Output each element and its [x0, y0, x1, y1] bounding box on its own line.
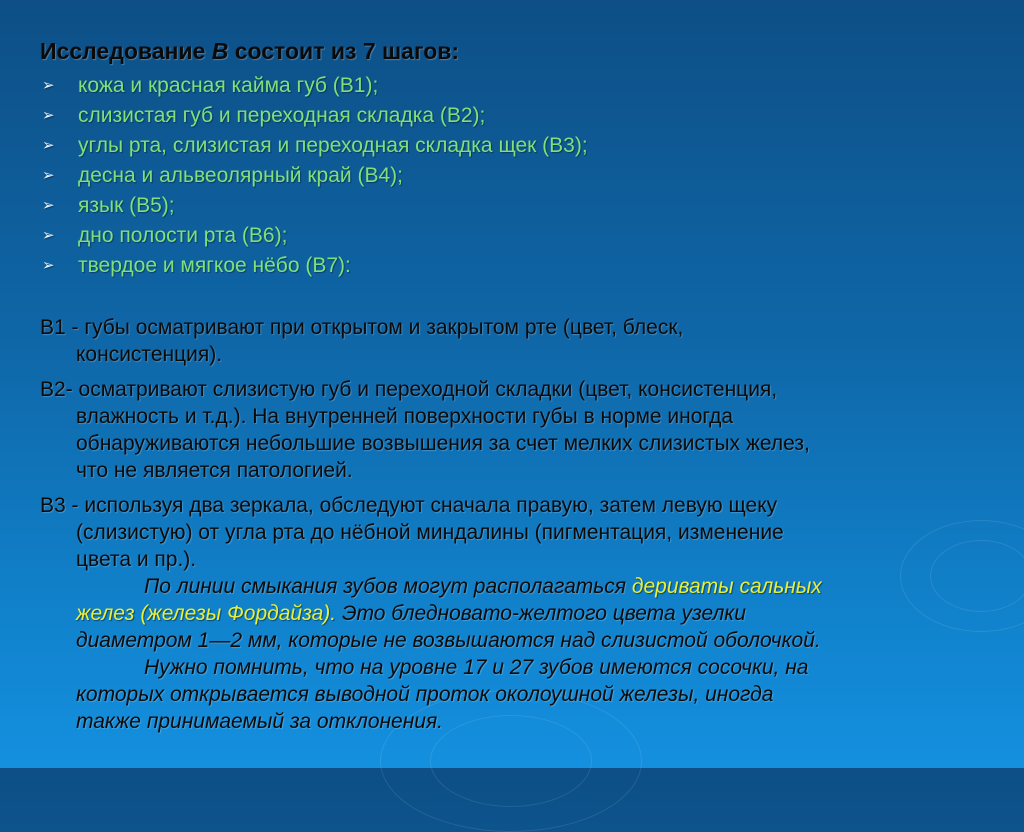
paragraph-line: цвета и пр.).: [76, 548, 197, 571]
paragraph-b2: [40, 376, 1000, 484]
steps-list: [40, 71, 1000, 281]
arrowhead-bullet-icon: ➢: [42, 77, 55, 94]
slide-heading: [40, 38, 1000, 65]
list-item: [40, 251, 1000, 281]
heading-prefix: Исследование: [40, 38, 212, 64]
step-label: твердое и мягкое нёбо (В7):: [78, 254, 351, 277]
note-text: Это бледновато-желтого цвета узелки: [336, 602, 746, 625]
arrowhead-bullet-icon: ➢: [42, 197, 55, 214]
paragraph-line: консистенция).: [76, 343, 223, 366]
paragraph-b1: [40, 314, 1000, 368]
step-label: кожа и красная кайма губ (В1);: [78, 74, 379, 97]
note-text: также принимаемый за отклонения.: [76, 710, 444, 733]
list-item: [40, 131, 1000, 161]
highlight-term: желез (железы Фордайза).: [76, 602, 337, 625]
step-label: язык (В5);: [78, 194, 175, 217]
arrowhead-bullet-icon: ➢: [42, 257, 55, 274]
paragraph-line: В1 - губы осматривают при открытом и закрытом рте (цвет, блеск,: [40, 316, 684, 339]
note-text: Нужно помнить, что на уровне 17 и 27 зубов имеются сосочки, на: [144, 656, 809, 679]
step-label: слизистая губ и переходная складка (В2);: [78, 104, 486, 127]
spacer: [40, 281, 1000, 314]
step-label: углы рта, слизистая и переходная складка щек (В3);: [78, 134, 588, 157]
arrowhead-bullet-icon: ➢: [42, 227, 55, 244]
paragraph-b3: [40, 492, 1000, 573]
arrowhead-bullet-icon: ➢: [42, 107, 55, 124]
paragraph-line: что не является патологией.: [76, 459, 353, 482]
note-text: По линии смыкания зубов могут располагаться: [144, 575, 632, 598]
list-item: [40, 71, 1000, 101]
paragraph-line: обнаруживаются небольшие возвышения за счет мелких слизистых желез,: [76, 432, 810, 455]
paragraph-line: (слизистую) от угла рта до нёбной миндалины (пигментация, изменение: [76, 521, 784, 544]
paragraph-line: В3 - используя два зеркала, обследуют сначала правую, затем левую щеку: [40, 494, 778, 517]
arrowhead-bullet-icon: ➢: [42, 137, 55, 154]
arrowhead-bullet-icon: ➢: [42, 167, 55, 184]
slide-content: [40, 38, 1000, 735]
highlight-term: дериваты сальных: [631, 575, 822, 598]
paragraph-line: В2- осматривают слизистую губ и переходной складки (цвет, консистенция,: [40, 378, 778, 401]
list-item: [40, 191, 1000, 221]
note-fordyce: [40, 573, 1000, 654]
step-label: десна и альвеолярный край (В4);: [78, 164, 403, 187]
list-item: [40, 221, 1000, 251]
note-text: диаметром 1—2 мм, которые не возвышаются над слизистой оболочкой.: [76, 629, 821, 652]
heading-suffix: состоит из 7 шагов:: [228, 38, 460, 64]
list-item: [40, 161, 1000, 191]
note-text: которых открывается выводной проток околоушной железы, иногда: [76, 683, 774, 706]
note-papillae: [40, 654, 1000, 735]
step-label: дно полости рта (В6);: [78, 224, 288, 247]
list-item: [40, 101, 1000, 131]
paragraph-line: влажность и т.д.). На внутренней поверхности губы в норме иногда: [76, 405, 734, 428]
heading-letter: В: [211, 38, 229, 64]
